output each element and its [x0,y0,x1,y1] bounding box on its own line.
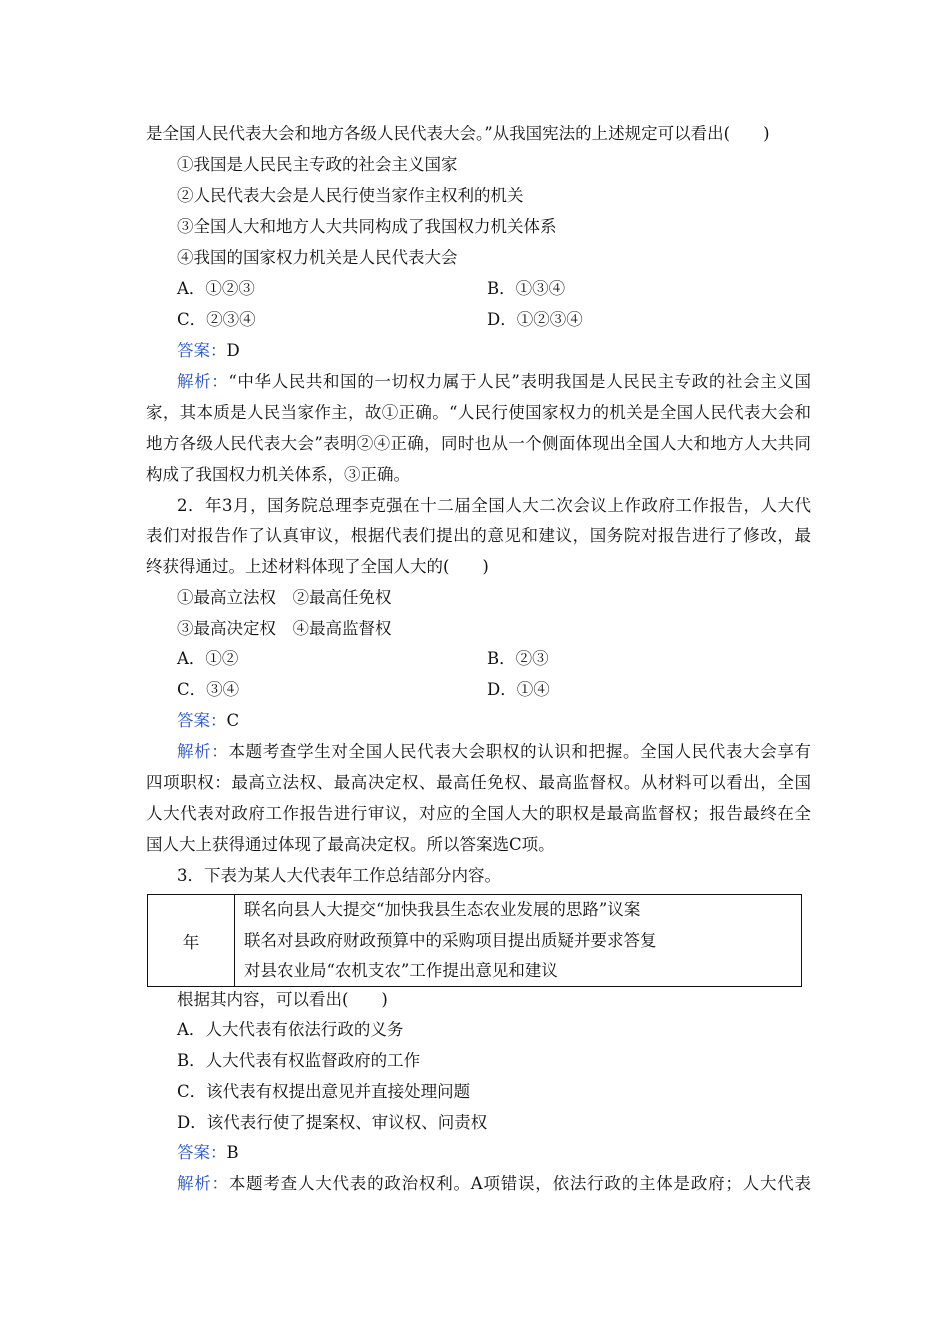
q3-table-row-1: 联名向县人大提交“加快我县生态农业发展的思路”议案 [244,900,641,920]
q1-option-a: A．①②③ [177,279,255,298]
q1-answer [177,339,842,363]
q3-option-c: C．该代表有权提出意见并直接处理问题 [177,1082,471,1101]
q1-option-c: C．②③④ [177,310,256,329]
q1-option-b: B．①③④ [487,279,566,298]
q3-option-b: B．人大代表有权监督政府的工作 [177,1051,421,1070]
analysis-label: 解析： [177,1174,229,1193]
q2-analysis-line-3: 人大代表对政府工作报告进行审议，对应的全国人大的职权是最高监督权；报告最终在全 [146,804,811,823]
q2-option-b: B．②③ [487,649,549,668]
analysis-label: 解析： [177,372,229,391]
q2-stem-line-2: 表们对报告作了认真审议，根据代表们提出的意见和建议，国务院对报告进行了修改，最 [146,526,811,545]
q1-statement-3: ③全国人大和地方人大共同构成了我国权力机关体系 [177,217,557,236]
q1-statement-1: ①我国是人民民主专政的社会主义国家 [177,155,458,174]
q3-table-row-2: 联名对县政府财政预算中的采购项目提出质疑并要求答复 [244,930,657,950]
q2-option-d: D．①④ [487,680,550,699]
q2-analysis-line-1: 解析：本题考查学生对全国人民代表大会职权的认识和把握。全国人民代表大会享有 [177,742,812,761]
q1-statement-2: ②人民代表大会是人民行使当家作主权利的机关 [177,186,524,205]
answer-value: D [226,341,240,360]
q3-stem: 3．下表为某人大代表年工作总结部分内容。 [177,866,501,885]
q3-answer [177,1141,842,1165]
q1-analysis-line-1: 解析：“中华人民共和国的一切权力属于人民”表明我国是人民民主专政的社会主义国 [177,372,811,391]
q3-table [147,894,802,987]
q2-statement-1: ①最高立法权 ②最高任免权 [177,588,392,607]
q2-option-c: C．③④ [177,680,240,699]
q2-option-a: A．①② [177,649,239,668]
q3-option-a: A．人大代表有依法行政的义务 [177,1020,404,1039]
answer-value: B [226,1143,239,1162]
q3-option-d: D．该代表行使了提案权、审议权、问责权 [177,1113,488,1132]
answer-value: C [226,711,240,730]
q2-statement-2: ③最高决定权 ④最高监督权 [177,619,392,638]
q2-analysis-line-2: 四项职权：最高立法权、最高决定权、最高任免权、最高监督权。从材料可以看出，全国 [146,773,811,792]
q2-answer [177,709,842,733]
q2-stem-line-1: 2．年3月，国务院总理李克强在十二届全国人大二次会议上作政府工作报告，人大代 [177,496,811,515]
q1-option-d: D．①②③④ [487,310,583,329]
q1-analysis-line-3: 地方各级人民代表大会”表明②④正确，同时也从一个侧面体现出全国人大和地方人大共同 [146,434,811,453]
q2-analysis-line-4: 国人大上获得通过体现了最高决定权。所以答案选C项。 [146,835,555,854]
q3-analysis-line-1: 解析：本题考查人大代表的政治权利。A项错误，依法行政的主体是政府；人大代表 [177,1174,811,1193]
q2-stem-line-3: 终获得通过。上述材料体现了全国人大的( ) [146,557,489,576]
answer-label: 答案： [177,341,227,360]
q3-table-row-3: 对县农业局“农机支农”工作提出意见和建议 [244,961,558,981]
q3-table-content [244,895,795,987]
q1-analysis-line-4: 构成了我国权力机关体系，③正确。 [146,465,410,484]
q3-question: 根据其内容，可以看出( ) [177,990,388,1009]
answer-label: 答案： [177,711,227,730]
q3-table-year-cell: 年 [148,895,235,986]
analysis-label: 解析： [177,742,229,761]
q1-statement-4: ④我国的国家权力机关是人民代表大会 [177,248,458,267]
q1-stem-end: 是全国人民代表大会和地方各级人民代表大会。”从我国宪法的上述规定可以看出( ) [146,124,770,143]
q1-analysis-line-2: 家，其本质是人民当家作主，故①正确。“人民行使国家权力的机关是全国人民代表大会和 [146,403,811,422]
answer-label: 答案： [177,1143,227,1162]
